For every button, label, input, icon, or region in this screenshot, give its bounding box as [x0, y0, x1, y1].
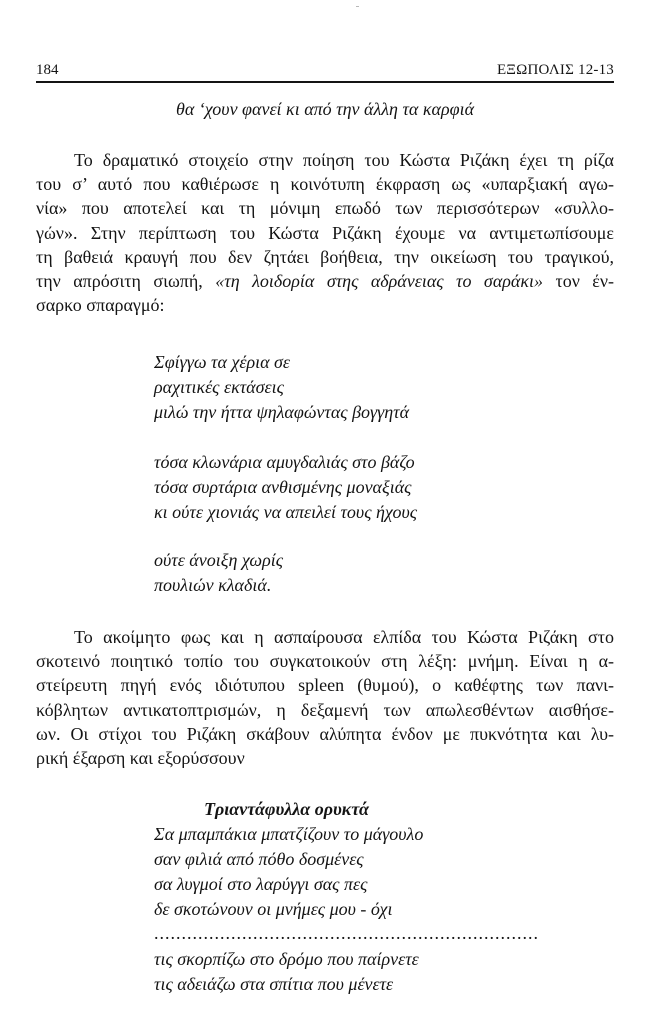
- poem-1-stanza-3: [154, 548, 283, 598]
- verse-line: Σα μπαμπάκια μπατζίζουν το μάγουλο: [154, 824, 424, 844]
- opening-verse-line: θα ‘χουν φανεί κι από την άλλη τα καρφιά: [175, 99, 475, 119]
- verse-line: τις σκορπίζω στο δρόμο που παίρνετε: [154, 949, 419, 969]
- verse-line: τόσα συρτάρια ανθισμένης μοναξιάς: [154, 477, 412, 497]
- paragraph-2: [36, 625, 614, 770]
- verse-line: ούτε άνοιξη χωρίς: [154, 550, 284, 570]
- poem-2: [154, 797, 539, 997]
- verse-line: κι ούτε χιονιάς να απειλεί τους ήχους: [154, 502, 418, 522]
- paragraph-line: γών». Στην περίπτωση του Κώστα Ριζάκη έχουμε να αντιμετωπίσουμε: [36, 222, 614, 243]
- header-rule: [36, 81, 614, 83]
- verse-line: δε σκοτώνουν οι μνήμες μου - όχι: [154, 899, 393, 919]
- paragraph-line: νία» που αποτελεί και τη μόνιμη επωδό των περισσότερων «συλλο-: [36, 198, 614, 219]
- paragraph-1: [36, 148, 614, 317]
- verse-line: ραχιτικές εκτάσεις: [154, 377, 284, 397]
- line-text: τον έν-: [543, 271, 614, 292]
- verse-line: μιλώ την ήττα ψηλαφώντας βογγητά: [154, 402, 410, 422]
- omission-dots: ......................................................................: [154, 923, 539, 943]
- verse-line: τις αδειάζω στα σπίτια που μένετε: [154, 974, 394, 994]
- running-header: [36, 60, 614, 82]
- paragraph-line: του σ’ αυτό που καθιέρωσε η κοινότυπη έκφραση ως «υπαρξιακή αγω-: [36, 174, 614, 195]
- verse-line: Σφίγγω τα χέρια σε: [154, 352, 291, 372]
- paragraph-line: τη βαθειά κραυγή που δεν ζητάει βοήθεια, την οικείωση του τραγικού,: [36, 246, 614, 267]
- italic-quote: «τη λοιδορία στης αδράνειας το σαράκι»: [215, 271, 543, 292]
- poem-title: Τριαντάφυλλα ορυκτά: [204, 799, 370, 819]
- scan-mark: [356, 6, 359, 7]
- verse-line: σαν φιλιά από πόθο δοσμένες: [154, 849, 364, 869]
- verse-line: πουλιών κλαδιά.: [154, 575, 272, 595]
- line-text: την απρόσιτη σιωπή,: [36, 271, 216, 292]
- paragraph-line: Το ακοίμητο φως και η ασπαίρουσα ελπίδα του Κώστα Ριζάκη στο: [74, 627, 614, 647]
- journal-title: ΕΞΩΠΟΛΙΣ 12-13: [496, 62, 614, 78]
- paragraph-line: σκοτεινό ποιητικό τοπίο του συγκατοικούν στη λέξη: μνήμη. Είναι η α-: [36, 651, 614, 672]
- paragraph-line: κόβλητων αντικατοπτρισμών, η δεξαμενή των απωλεσθέντων αισθήσε-: [36, 699, 614, 720]
- page-number: 184: [36, 62, 59, 78]
- paragraph-line: σαρκο σπαραγμό:: [36, 295, 165, 316]
- verse-line: σα λυγμοί στο λαρύγγι σας πες: [154, 874, 368, 894]
- paragraph-line: στείρευτη πηγή ενός ιδιότυπου spleen (θυμού), ο καθέφτης των πανι-: [36, 675, 614, 696]
- poem-1-stanza-2: [154, 450, 417, 525]
- paragraph-line-with-quote: [36, 269, 614, 293]
- paragraph-line: ρική έξαρση και εξορύσσουν: [36, 748, 245, 769]
- poem-1-stanza-1: [154, 350, 409, 425]
- paragraph-line: Το δραματικό στοιχείο στην ποίηση του Κώστα Ριζάκη έχει τη ρίζα: [74, 150, 614, 170]
- paragraph-line: ων. Οι στίχοι του Ριζάκη σκάβουν αλύπητα ένδον με πυκνότητα και λυ-: [36, 723, 614, 744]
- verse-line: τόσα κλωνάρια αμυγδαλιάς στο βάζο: [154, 452, 415, 472]
